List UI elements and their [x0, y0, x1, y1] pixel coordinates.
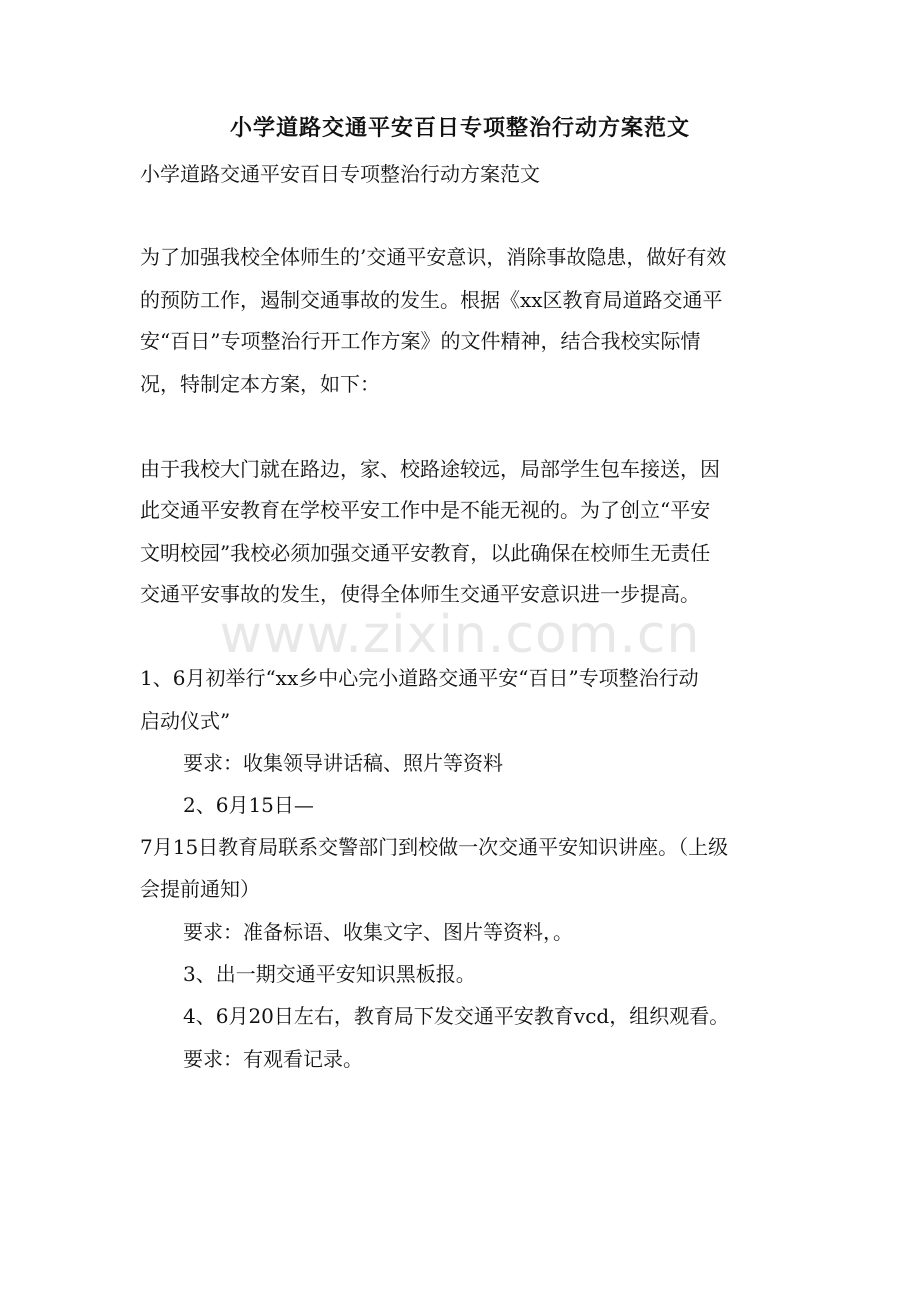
list-item: 1、6月初举行“xx乡中心完小道路交通平安“百日”专项整治行动 [140, 666, 699, 690]
paragraph-line: 由于我校大门就在路边，家、校路途较远，局部学生包车接送，因 [140, 457, 720, 481]
list-item: 会提前通知） [140, 877, 260, 901]
document-title: 小学道路交通平安百日专项整治行动方案范文 [229, 115, 690, 141]
requirement-line: 要求：准备标语、收集文字、图片等资料，。 [183, 920, 573, 944]
list-item: 3、出一期交通平安知识黑板报。 [183, 962, 476, 986]
paragraph-line: 文明校园”我校必须加强交通平安教育，以此确保在校师生无责任 [140, 541, 711, 565]
document-subtitle: 小学道路交通平安百日专项整治行动方案范文 [140, 162, 540, 186]
list-item: 7月15日教育局联系交警部门到校做一次交通平安知识讲座。（上级 [140, 835, 729, 859]
paragraph-line: 况，特制定本方案，如下： [140, 372, 380, 396]
requirement-line: 要求：收集领导讲话稿、照片等资料 [183, 751, 503, 775]
paragraph-line: 交通平安事故的发生，使得全体师生交通平安意识进一步提高。 [140, 582, 700, 606]
paragraph-line: 的预防工作，遏制交通事故的发生。根据《xx区教育局道路交通平 [140, 288, 723, 312]
requirement-line: 要求：有观看记录。 [183, 1047, 363, 1071]
list-item: 4、6月20日左右，教育局下发交通平安教育vcd，组织观看。 [183, 1004, 730, 1028]
paragraph-line: 此交通平安教育在学校平安工作中是不能无视的。为了创立“平安 [140, 498, 711, 522]
list-item: 启动仪式” [140, 709, 231, 733]
paragraph-line: 安“百日”专项整治行开工作方案》的文件精神，结合我校实际情 [140, 329, 701, 353]
paragraph-line: 为了加强我校全体师生的’交通平安意识，消除事故隐患，做好有效 [140, 245, 727, 269]
watermark: www.zixin.com.cn [219, 605, 701, 665]
list-item: 2、6月15日— [183, 793, 314, 817]
